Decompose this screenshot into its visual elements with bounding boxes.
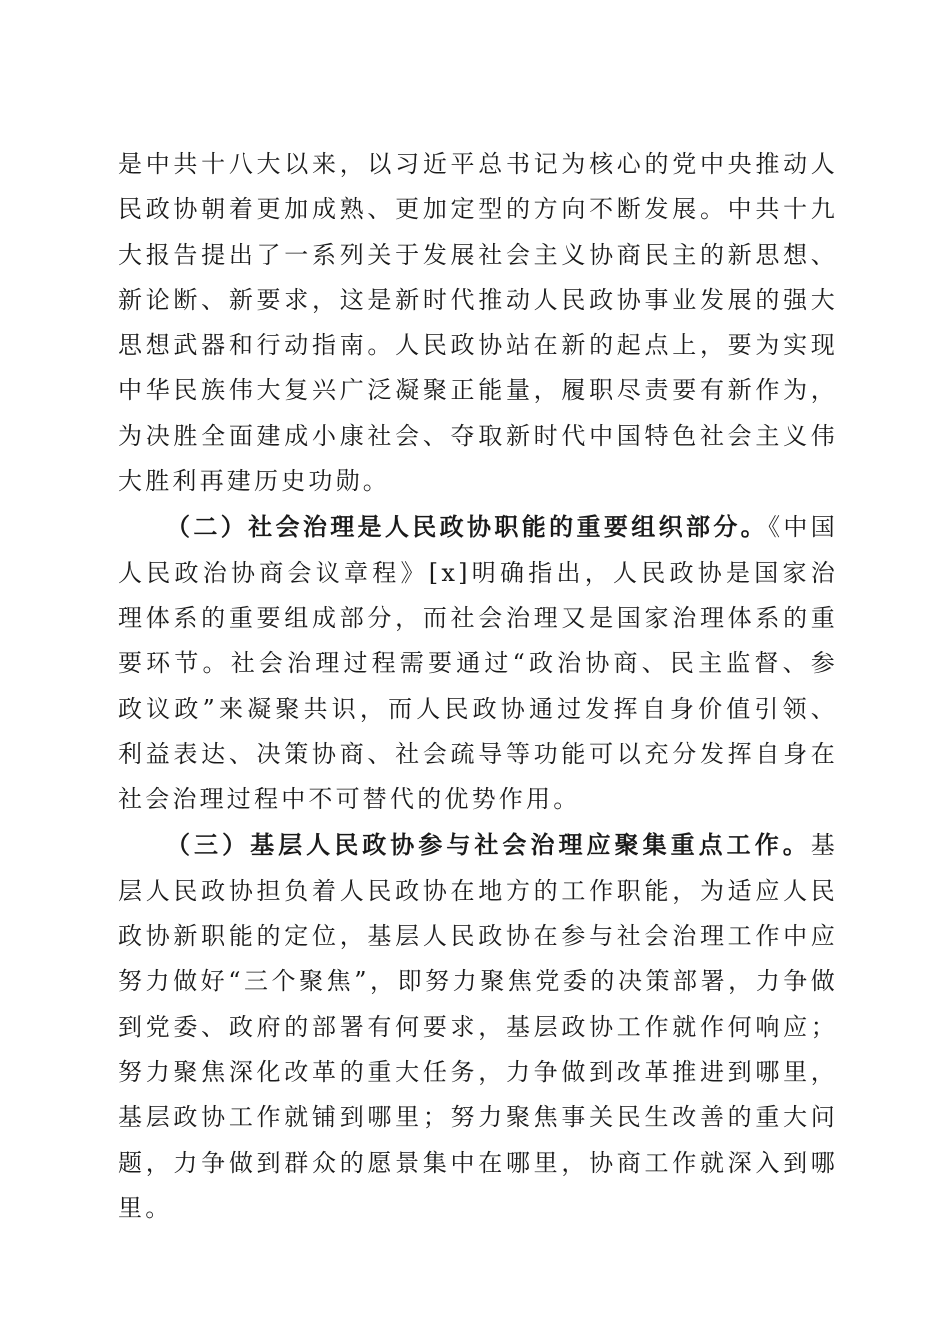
- document-page: [118, 142, 838, 1231]
- section-heading: （二）社会治理是人民政协职能的重要组织部分。: [166, 512, 769, 542]
- paragraph-section-3: [118, 822, 838, 1231]
- paragraph-text: 基层人民政协担负着人民政协在地方的工作职能，为适应人民政协新职能的定位，基层人民政协在参与社会治理工作中应努力做好“三个聚焦”，即努力聚焦党委的决策部署，力争做到党委、政府的部署有何要求，基层政协工作就作何响应；努力聚焦深化改革的重大任务，力争做到改革推进到哪里，基层政协工作就铺到哪里；努力聚焦事关民生改善的重大问题，力争做到群众的愿景集中在哪里，协商工作就深入到哪里。: [118, 831, 838, 1222]
- paragraph-text: 《中国人民政治协商会议章程》[x]明确指出，人民政协是国家治理体系的重要组成部分，而社会治理又是国家治理体系的重要环节。社会治理过程需要通过“政治协商、民主监督、参政议政”来凝聚共识，而人民政协通过发挥自身价值引领、利益表达、决策协商、社会疏导等功能可以充分发挥自身在社会治理过程中不可替代的优势作用。: [118, 513, 838, 814]
- paragraph-section-2: [118, 504, 838, 822]
- paragraph-text: 是中共十八大以来，以习近平总书记为核心的党中央推动人民政协朝着更加成熟、更加定型的方向不断发展。中共十九大报告提出了一系列关于发展社会主义协商民主的新思想、新论断、新要求，这是新时代推动人民政协事业发展的强大思想武器和行动指南。人民政协站在新的起点上，要为实现中华民族伟大复兴广泛凝聚正能量，履职尽责要有新作为，为决胜全面建成小康社会、夺取新时代中国特色社会主义伟大胜利再建历史功勋。: [118, 150, 838, 496]
- section-heading: （三）基层人民政协参与社会治理应聚集重点工作。: [166, 830, 811, 860]
- paragraph-continuation: [118, 142, 838, 504]
